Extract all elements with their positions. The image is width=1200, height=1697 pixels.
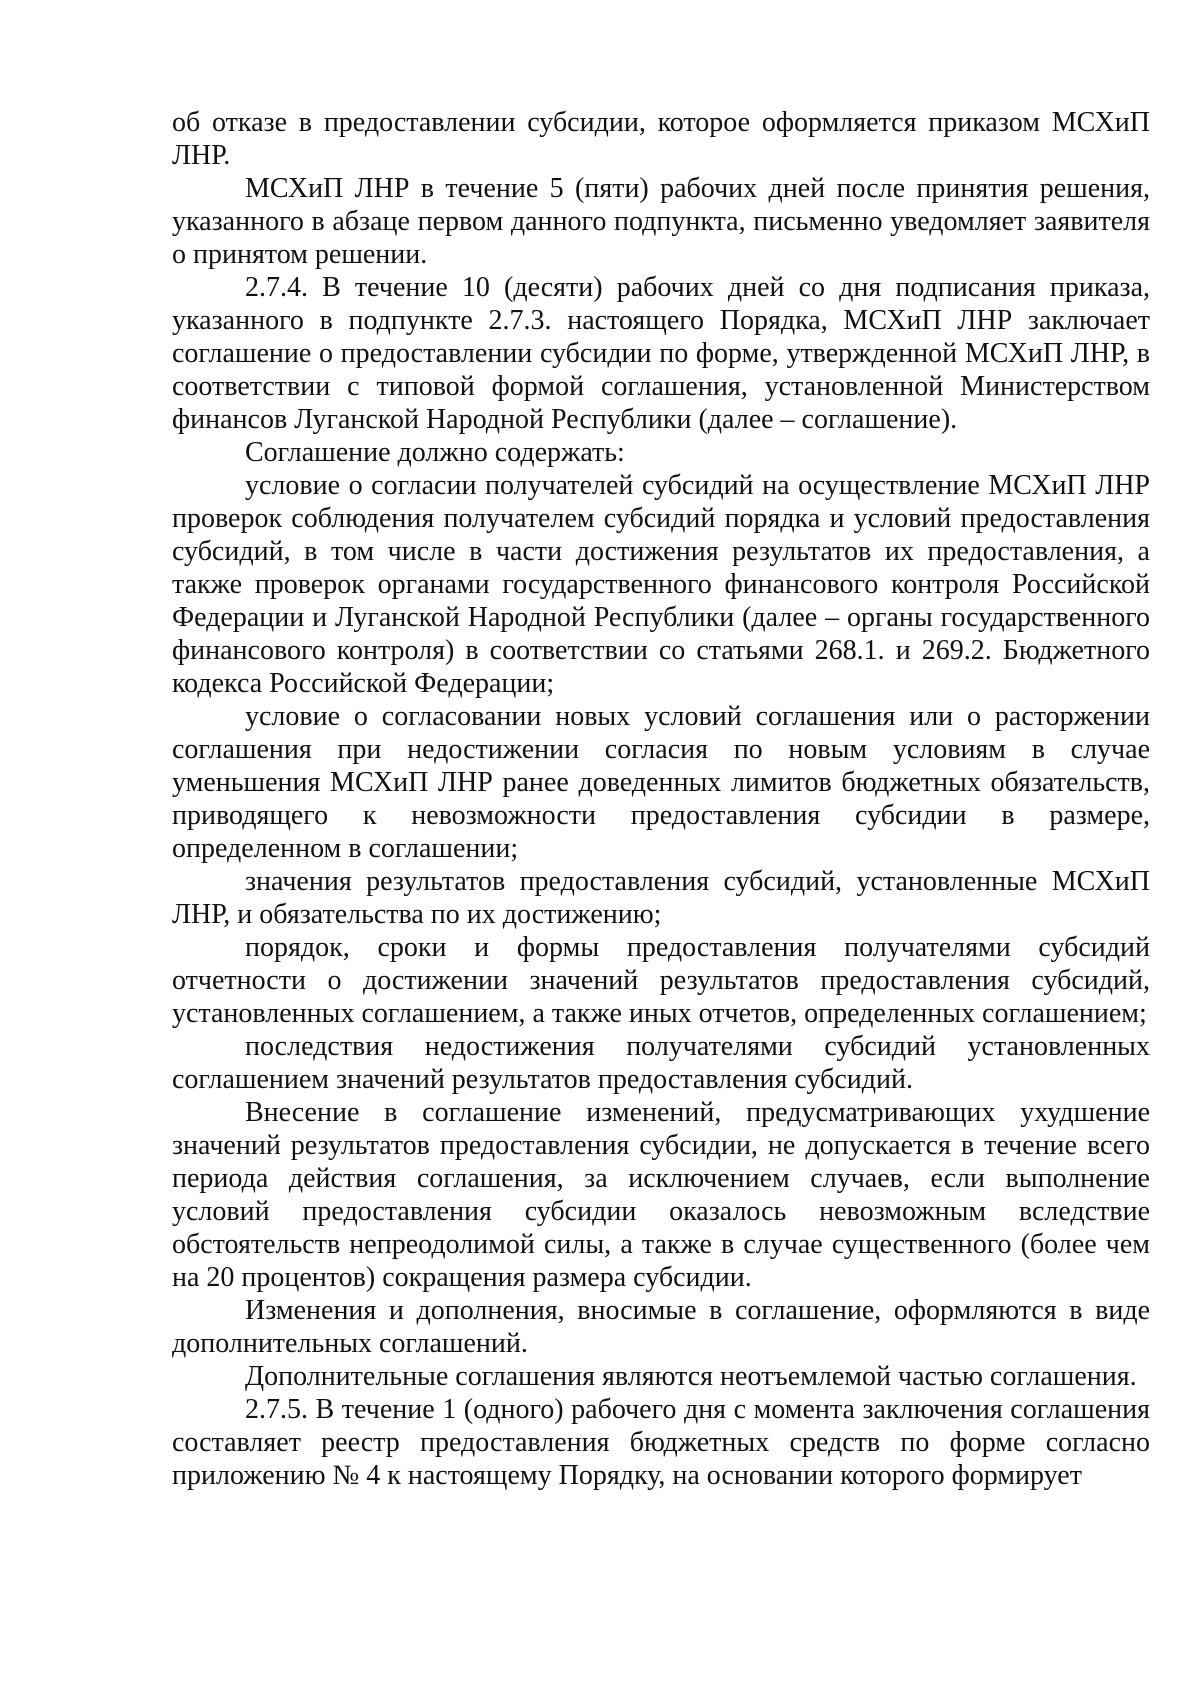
paragraph-4: Соглашение должно содержать: (245, 437, 625, 468)
paragraph-6: условие о согласовании новых условий соглашения или о расторжении соглашения при недостижении согласия по новым условиям в случае уменьшения МСХиП ЛНР ранее доведенных лимитов бюджетных обязательств, приводящего к невозможности предоставления субсидии в размере, определенном в соглашении; (172, 701, 1150, 864)
paragraph-7: значения результатов предоставления субсидий, установленные МСХиП ЛНР, и обязательства по их достижению; (172, 866, 1150, 930)
paragraph-8: порядок, сроки и формы предоставления получателями субсидий отчетности о достижении значений результатов предоставления субсидий, установленных соглашением, а также иных отчетов, определенных соглашением; (172, 932, 1150, 1029)
paragraph-13: 2.7.5. В течение 1 (одного) рабочего дня с момента заключения соглашения составляет реестр предоставления бюджетных средств по форме согласно приложению № 4 к настоящему Порядку, на основании которого формирует (172, 1394, 1150, 1491)
paragraph-5: условие о согласии получателей субсидий на осуществление МСХиП ЛНР проверок соблюдения получателем субсидий порядка и условий предоставления субсидий, в том числе в части достижения результатов их предоставления, а также проверок органами государственного финансового контроля Российской Федерации и Луганской Народной Республики (далее – органы государственного финансового контроля) в соответствии со статьями 268.1. и 269.2. Бюджетного кодекса Российской Федерации; (172, 470, 1150, 699)
paragraph-11: Изменения и дополнения, вносимые в соглашение, оформляются в виде дополнительных соглашений. (172, 1295, 1150, 1359)
paragraph-3: 2.7.4. В течение 10 (десяти) рабочих дней со дня подписания приказа, указанного в подпункте 2.7.3. настоящего Порядка, МСХиП ЛНР заключает соглашение о предоставлении субсидии по форме, утвержденной МСХиП ЛНР, в соответствии с типовой формой соглашения, установленной Министерством финансов Луганской Народной Республики (далее – соглашение). (172, 272, 1150, 435)
paragraph-1: об отказе в предоставлении субсидии, которое оформляется приказом МСХиП ЛНР. (172, 107, 1150, 171)
paragraph-9: последствия недостижения получателями субсидий установленных соглашением значений результатов предоставления субсидий. (172, 1031, 1150, 1095)
paragraph-12: Дополнительные соглашения являются неотъемлемой частью соглашения. (245, 1361, 1137, 1392)
paragraph-10: Внесение в соглашение изменений, предусматривающих ухудшение значений результатов предоставления субсидии, не допускается в течение всего периода действия соглашения, за исключением случаев, если выполнение условий предоставления субсидии оказалось невозможным вследствие обстоятельств непреодолимой силы, а также в случае существенного (более чем на 20 процентов) сокращения размера субсидии. (172, 1097, 1150, 1293)
paragraph-2: МСХиП ЛНР в течение 5 (пяти) рабочих дней после принятия решения, указанного в абзаце первом данного подпункта, письменно уведомляет заявителя о принятом решении. (172, 173, 1150, 270)
document-page (172, 106, 1150, 1492)
